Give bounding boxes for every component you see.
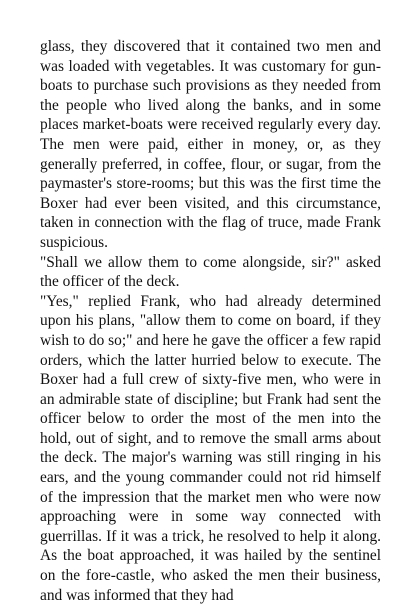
paragraph-market-boat: glass, they discovered that it contained two men and was loaded with vegetables. It was customary for gun-boats to purchase such provisions as they needed from the people who lived along the banks, and in some places market-boats were received regularly every day. The men were paid, either in money, or, as they generally preferred, in coffee, flour, or sugar, from the paymaster's store-rooms; but this was the first time the Boxer had ever been visited, and this circumstance, taken in connection with the flag of truce, made Frank suspicious. [40, 38, 381, 251]
paragraph-officer-question: "Shall we allow them to come alongside, sir?" asked the officer of the deck. [40, 253, 381, 291]
paragraph-frank-reply: "Yes," replied Frank, who had already determined upon his plans, "allow them to come on board, if they wish to do so;" and here he gave the officer a few rapid orders, which the latter hurried below to execute. The Boxer had a full crew of sixty-five men, who were in an admirable state of discipline; but Frank had sent the officer below to order the most of the men into the hold, out of sight, and to remove the small arms about the deck. The major's warning was still ringing in his ears, and the young commander could not rid himself of the impression that the market men who were now approaching were in some way connected with guerrillas. If it was a trick, he resolved to help it along. As the boat approached, it was hailed by the sentinel on the fore-castle, who asked the men their business, and was informed that they had [40, 292, 381, 604]
book-page [40, 37, 381, 605]
